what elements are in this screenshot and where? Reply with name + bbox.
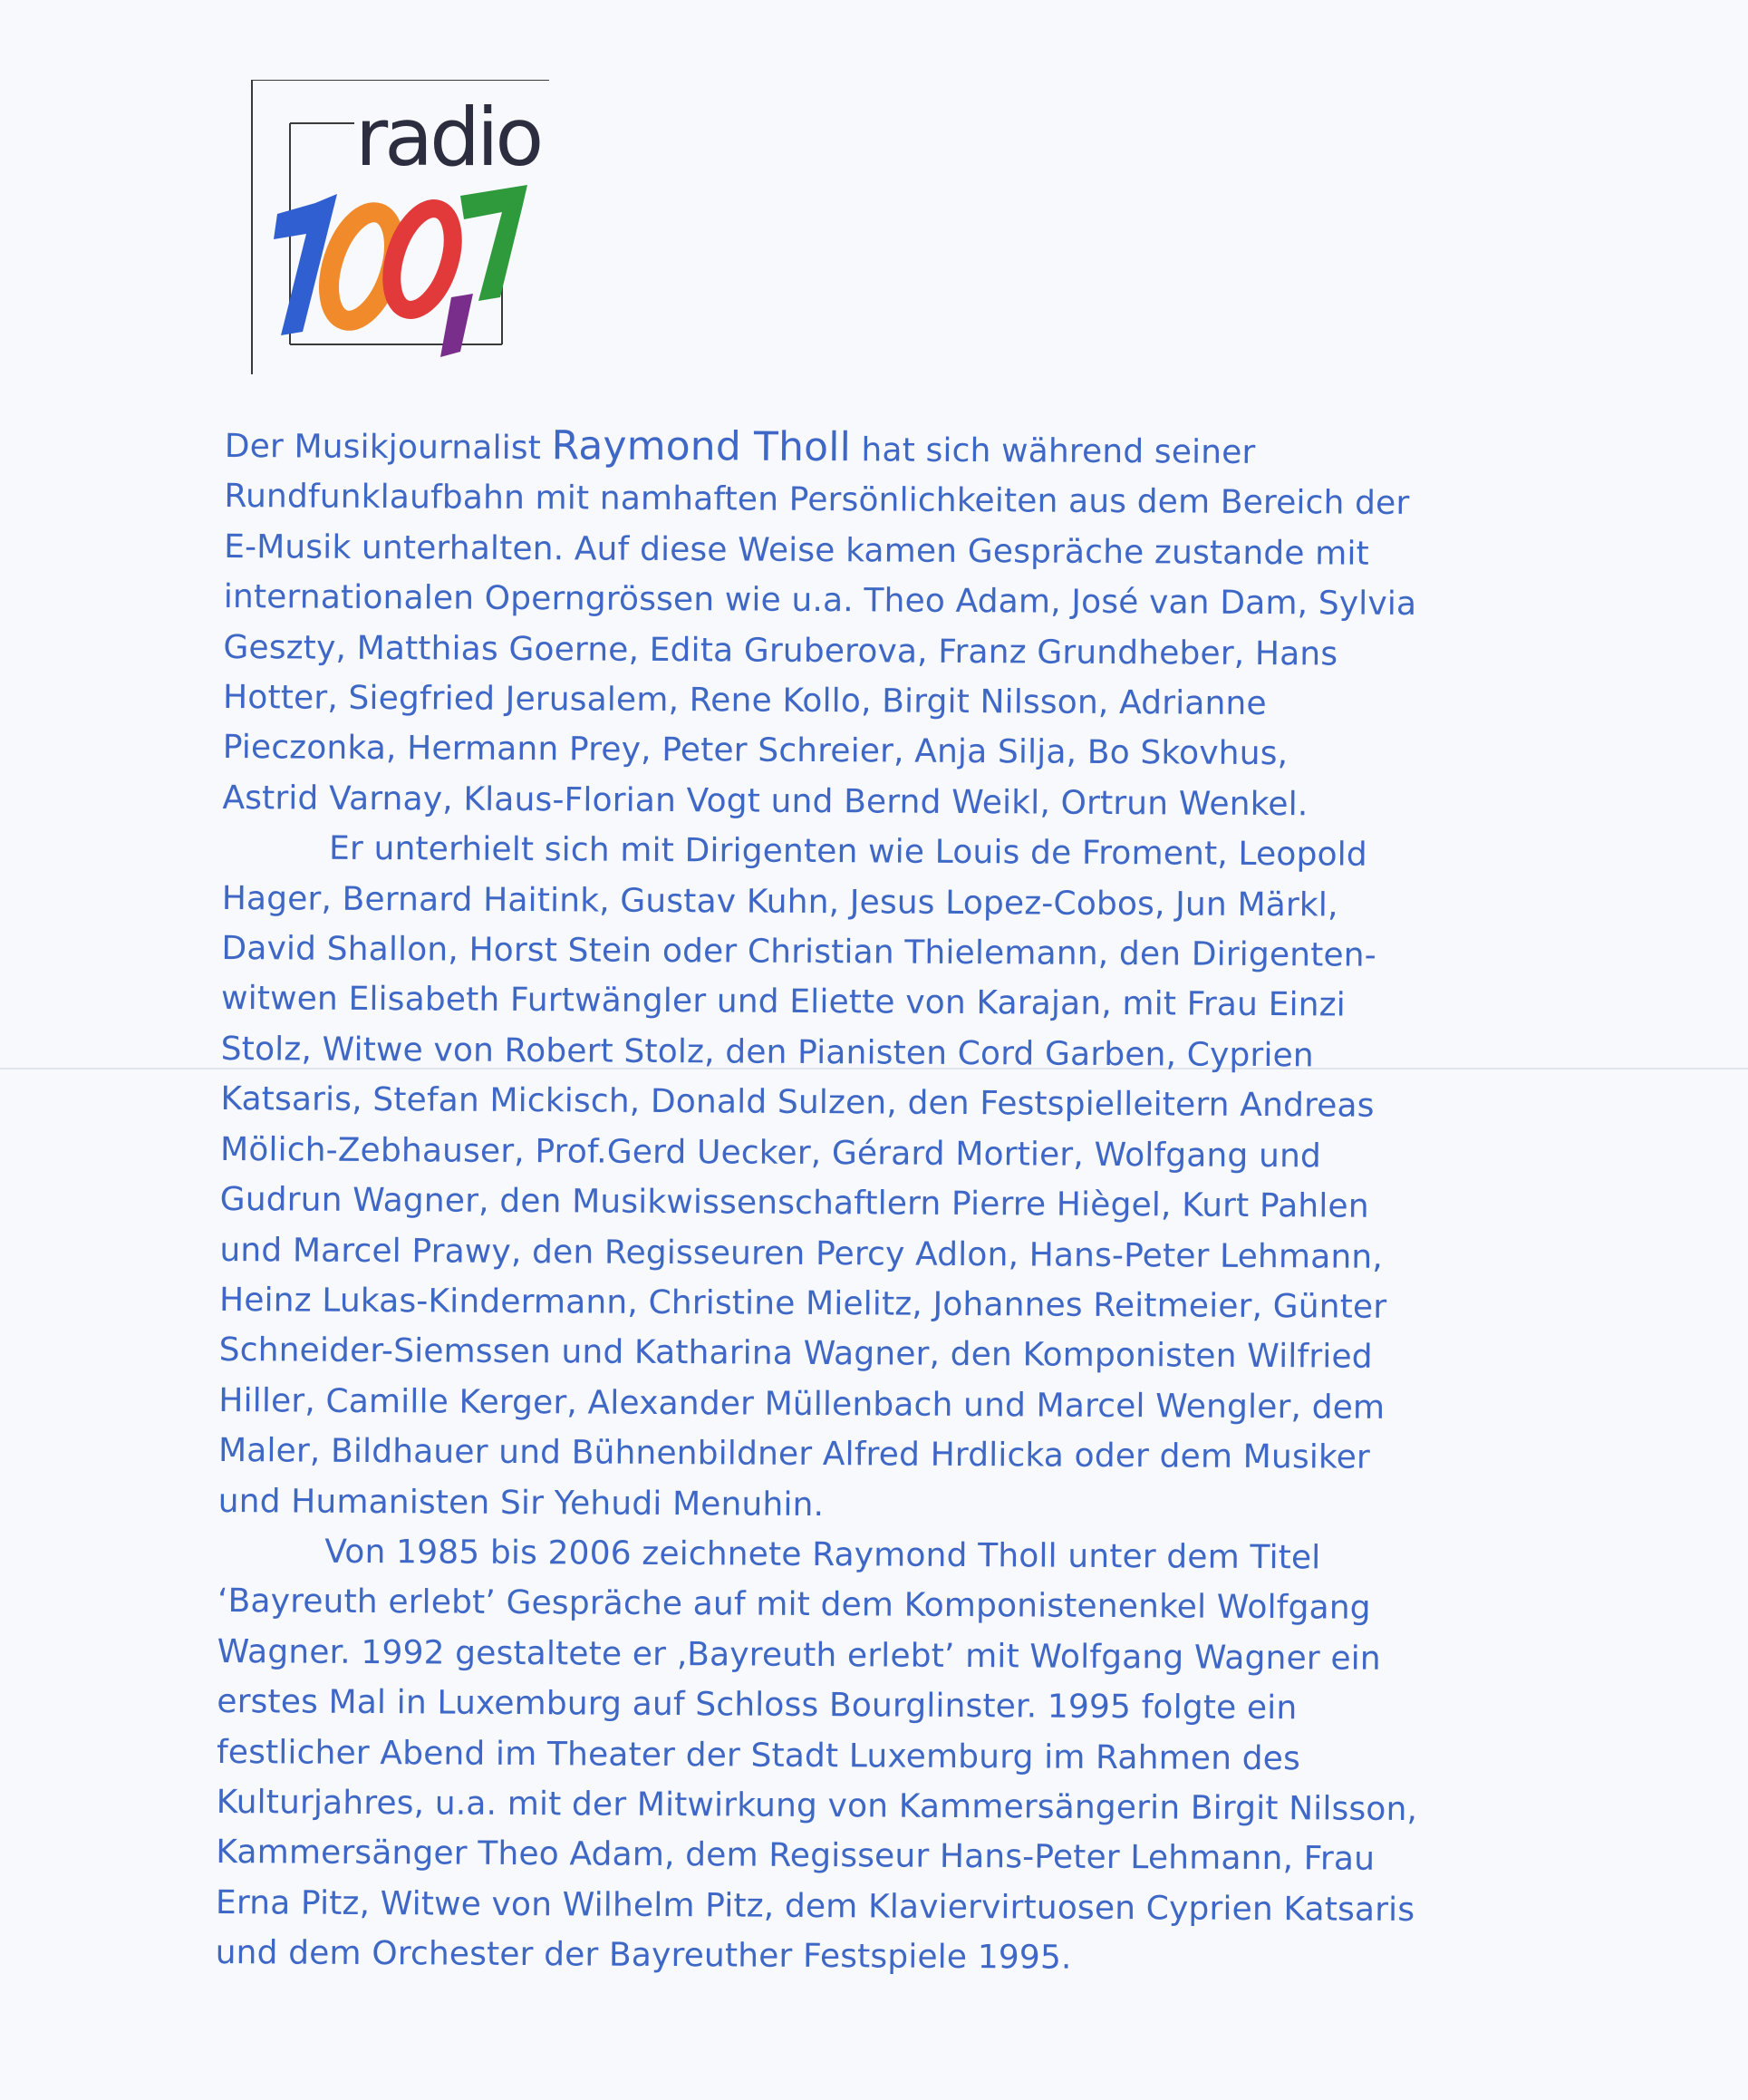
line: Katsaris, Stefan Mickisch, Donald Sulzen, den Festspielleitern Andreas bbox=[220, 1080, 1375, 1126]
paragraph-conductors bbox=[218, 823, 1492, 1534]
line: Astrid Varnay, Klaus-Florian Vogt und Bernd Weikl, Ortrun Wenkel. bbox=[222, 779, 1309, 824]
line: Hotter, Siegfried Jerusalem, Rene Kollo, Birgit Nilsson, Adrianne bbox=[222, 679, 1267, 723]
line: Heinz Lukas-Kindermann, Christine Mielitz, Johannes Reitmeier, Günter bbox=[218, 1281, 1387, 1326]
line: und Humanisten Sir Yehudi Menuhin. bbox=[217, 1482, 825, 1524]
line: Der Musikjournalist bbox=[224, 427, 552, 468]
logo-word-radio: radio bbox=[355, 91, 541, 184]
line: Von 1985 bis 2006 zeichnete Raymond Tholl unter dem Titel bbox=[324, 1533, 1321, 1577]
line: und dem Orchester der Bayreuther Festspiele 1995. bbox=[215, 1934, 1072, 1977]
paragraph-bayreuth-erlebt bbox=[215, 1526, 1486, 1986]
line: Kulturjahres, u.a. mit der Mitwirkung von Kammersängerin Birgit Nilsson, bbox=[216, 1783, 1418, 1829]
line: festlicher Abend im Theater der Stadt Luxemburg im Rahmen des bbox=[216, 1733, 1301, 1777]
line: Stolz, Witwe von Robert Stolz, den Pianisten Cord Garben, Cyprien bbox=[220, 1030, 1314, 1075]
radio-100-7-logo bbox=[250, 80, 549, 374]
line: Kammersänger Theo Adam, dem Regisseur Hans-Peter Lehmann, Frau bbox=[216, 1834, 1376, 1879]
paragraph-singers bbox=[222, 419, 1493, 831]
line: Maler, Bildhauer und Bühnenbildner Alfred Hrdlicka oder dem Musiker bbox=[217, 1432, 1371, 1476]
line: Erna Pitz, Witwe von Wilhelm Pitz, dem Klaviervirtuosen Cyprien Katsaris bbox=[215, 1883, 1415, 1929]
logo-comma bbox=[440, 294, 473, 357]
line: hat sich während seiner bbox=[850, 431, 1256, 471]
line: Hager, Bernard Haitink, Gustav Kuhn, Jesus Lopez-Cobos, Jun Märkl, bbox=[221, 879, 1338, 924]
line: Schneider-Siemssen und Katharina Wagner, den Komponisten Wilfried bbox=[218, 1331, 1373, 1377]
line: Hiller, Camille Kerger, Alexander Müllenbach und Marcel Wengler, dem bbox=[218, 1381, 1386, 1427]
journalist-name: Raymond Tholl bbox=[551, 422, 852, 471]
line: Geszty, Matthias Goerne, Edita Gruberova, Franz Grundheber, Hans bbox=[223, 628, 1338, 673]
line: E-Musik unterhalten. Auf diese Weise kamen Gespräche zustande mit bbox=[224, 527, 1370, 573]
line: Pieczonka, Hermann Prey, Peter Schreier, Anja Silja, Bo Skovhus, bbox=[222, 729, 1289, 773]
letter-body bbox=[215, 419, 1492, 1986]
line: internationalen Operngrössen wie u.a. Theo Adam, José van Dam, Sylvia bbox=[223, 578, 1417, 624]
line: Er unterhielt sich mit Dirigenten wie Louis de Froment, Leopold bbox=[328, 829, 1367, 874]
line: erstes Mal in Luxemburg auf Schloss Bourglinster. 1995 folgte ein bbox=[217, 1683, 1298, 1727]
line: Gudrun Wagner, den Musikwissenschaftlern Pierre Hiègel, Kurt Pahlen bbox=[219, 1181, 1369, 1225]
line: witwen Elisabeth Furtwängler und Eliette von Karajan, mit Frau Einzi bbox=[220, 980, 1346, 1025]
line: Rundfunklaufbahn mit namhaften Persönlichkeiten aus dem Bereich der bbox=[224, 478, 1410, 523]
line: David Shallon, Horst Stein oder Christian Thielemann, den Dirigenten- bbox=[221, 930, 1376, 974]
line: und Marcel Prawy, den Regisseuren Percy Adlon, Hans-Peter Lehmann, bbox=[219, 1231, 1384, 1276]
line: ‘Bayreuth erlebt’ Gespräche auf mit dem Komponistenenkel Wolfgang bbox=[217, 1582, 1371, 1628]
logo-digit-seven bbox=[460, 185, 527, 301]
line: Mölich-Zebhauser, Prof.Gerd Uecker, Gérard Mortier, Wolfgang und bbox=[219, 1130, 1322, 1176]
line: Wagner. 1992 gestaltete er ‚Bayreuth erlebt’ mit Wolfgang Wagner ein bbox=[217, 1632, 1381, 1678]
